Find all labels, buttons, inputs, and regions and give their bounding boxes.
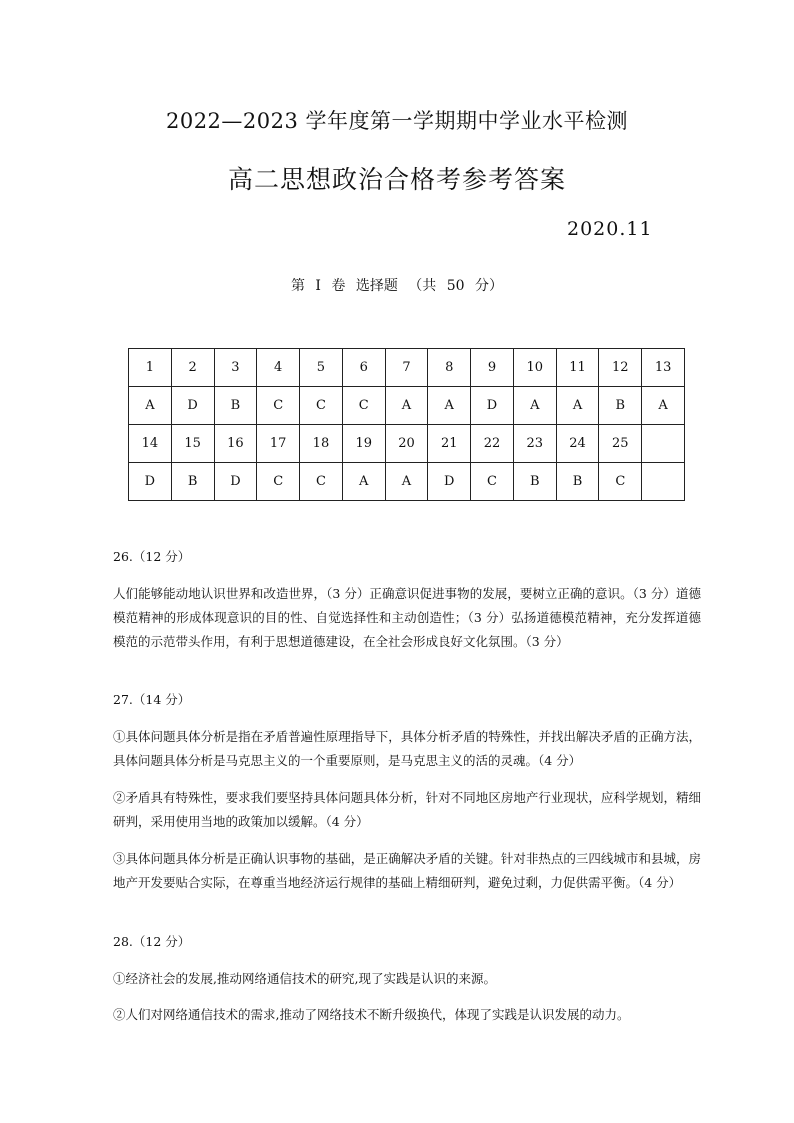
answer-table-cell: C [300,387,343,425]
answer-table-cell: D [214,463,257,501]
answer-table-cell: 25 [599,425,642,463]
question-27-heading: 27.（14 分） [113,692,191,707]
answer-table-cell: 7 [385,349,428,387]
answer-table-cell: A [342,463,385,501]
question-27-point-1: ①具体问题具体分析是指在矛盾普遍性原理指导下，具体分析矛盾的特殊性，并找出解决矛盾的正确方法，具体问题具体分析是马克思主义的一个重要原则，是马克思主义的活的灵魂。（4 分） [113,729,701,768]
answer-table-cell: 15 [171,425,214,463]
answer-table-cell: 19 [342,425,385,463]
answer-table-cell: A [642,387,685,425]
section-title: 第 I 卷 选择题 （共 50 分） [290,278,504,294]
answer-table-cell: 11 [556,349,599,387]
answer-table-cell: A [513,387,556,425]
answer-table-cell: C [471,463,514,501]
answer-table [128,348,685,501]
answer-table-cell: 3 [214,349,257,387]
answer-table-cell: 17 [257,425,300,463]
answer-table-cell: C [300,463,343,501]
answer-table-cell: A [385,463,428,501]
answer-table-cell: D [171,387,214,425]
answer-table-cell [642,425,685,463]
answer-table-cell: D [428,463,471,501]
answer-table-cell: A [428,387,471,425]
answer-table-cell: 24 [556,425,599,463]
answer-table-cell: 14 [129,425,172,463]
exam-title: 2022—2023 学年度第一学期期中学业水平检测 [165,109,629,133]
answer-table-cell: 20 [385,425,428,463]
answer-table-cell: 10 [513,349,556,387]
answer-table-cell: C [342,387,385,425]
answer-table-cell: C [257,463,300,501]
answer-table-cell: C [257,387,300,425]
answer-table-cell: A [556,387,599,425]
answer-table-cell: 13 [642,349,685,387]
answer-table-row [129,463,685,501]
answer-table-cell: D [471,387,514,425]
answer-table-cell: 22 [471,425,514,463]
answer-table-cell: C [599,463,642,501]
question-28-point-2: ②人们对网络通信技术的需求,推动了网络技术不断升级换代，体现了实践是认识发展的动力。 [113,1007,630,1022]
answer-table-cell: A [129,387,172,425]
answer-table-cell: 8 [428,349,471,387]
answer-table-cell [642,463,685,501]
answer-table-cell: B [599,387,642,425]
answer-table-cell: 1 [129,349,172,387]
answer-table-cell: 16 [214,425,257,463]
answer-table-cell: 5 [300,349,343,387]
question-27-point-3: ③具体问题具体分析是正确认识事物的基础，是正确解决矛盾的关键。针对非热点的三四线城市和县城，房地产开发要贴合实际，在尊重当地经济运行规律的基础上精细研判，避免过剩，力促供需平衡。（4 分） [113,851,701,890]
answer-table-cell: B [513,463,556,501]
answer-table-cell: B [556,463,599,501]
answer-table-cell: 23 [513,425,556,463]
answer-table-row [129,425,685,463]
answer-table-cell: 21 [428,425,471,463]
answer-table-cell: B [214,387,257,425]
answer-table-row [129,387,685,425]
answer-table-cell: 9 [471,349,514,387]
question-27-point-2: ②矛盾具有特殊性，要求我们要坚持具体问题具体分析，针对不同地区房地产行业现状，应科学规划，精细研判，采用使用当地的政策加以缓解。（4 分） [113,790,701,829]
question-26-heading: 26.（12 分） [113,549,191,564]
answer-table-cell: 6 [342,349,385,387]
answer-table-cell: B [171,463,214,501]
document-title: 高二思想政治合格考参考答案 [227,165,566,194]
answer-table-cell: 4 [257,349,300,387]
answer-table-cell: A [385,387,428,425]
answer-table-cell: 12 [599,349,642,387]
document-date: 2020.11 [567,218,653,240]
question-26-answer: 人们能够能动地认识世界和改造世界，（3 分）正确意识促进事物的发展，要树立正确的意识。（3 分）道德模范精神的形成体现意识的目的性、自觉选择性和主动创造性；（3 分）弘扬道德模范精神，充分发挥道德模范的示范带头作用，有利于思想道德建设，在全社会形成良好文化氛围。（3 分） [113,586,701,649]
question-28-point-1: ①经济社会的发展,推动网络通信技术的研究,现了实践是认识的来源。 [113,971,496,986]
answer-table-cell: 18 [300,425,343,463]
answer-table-cell: D [129,463,172,501]
question-28-heading: 28.（12 分） [113,934,191,949]
answer-table-row [129,349,685,387]
answer-table-cell: 2 [171,349,214,387]
